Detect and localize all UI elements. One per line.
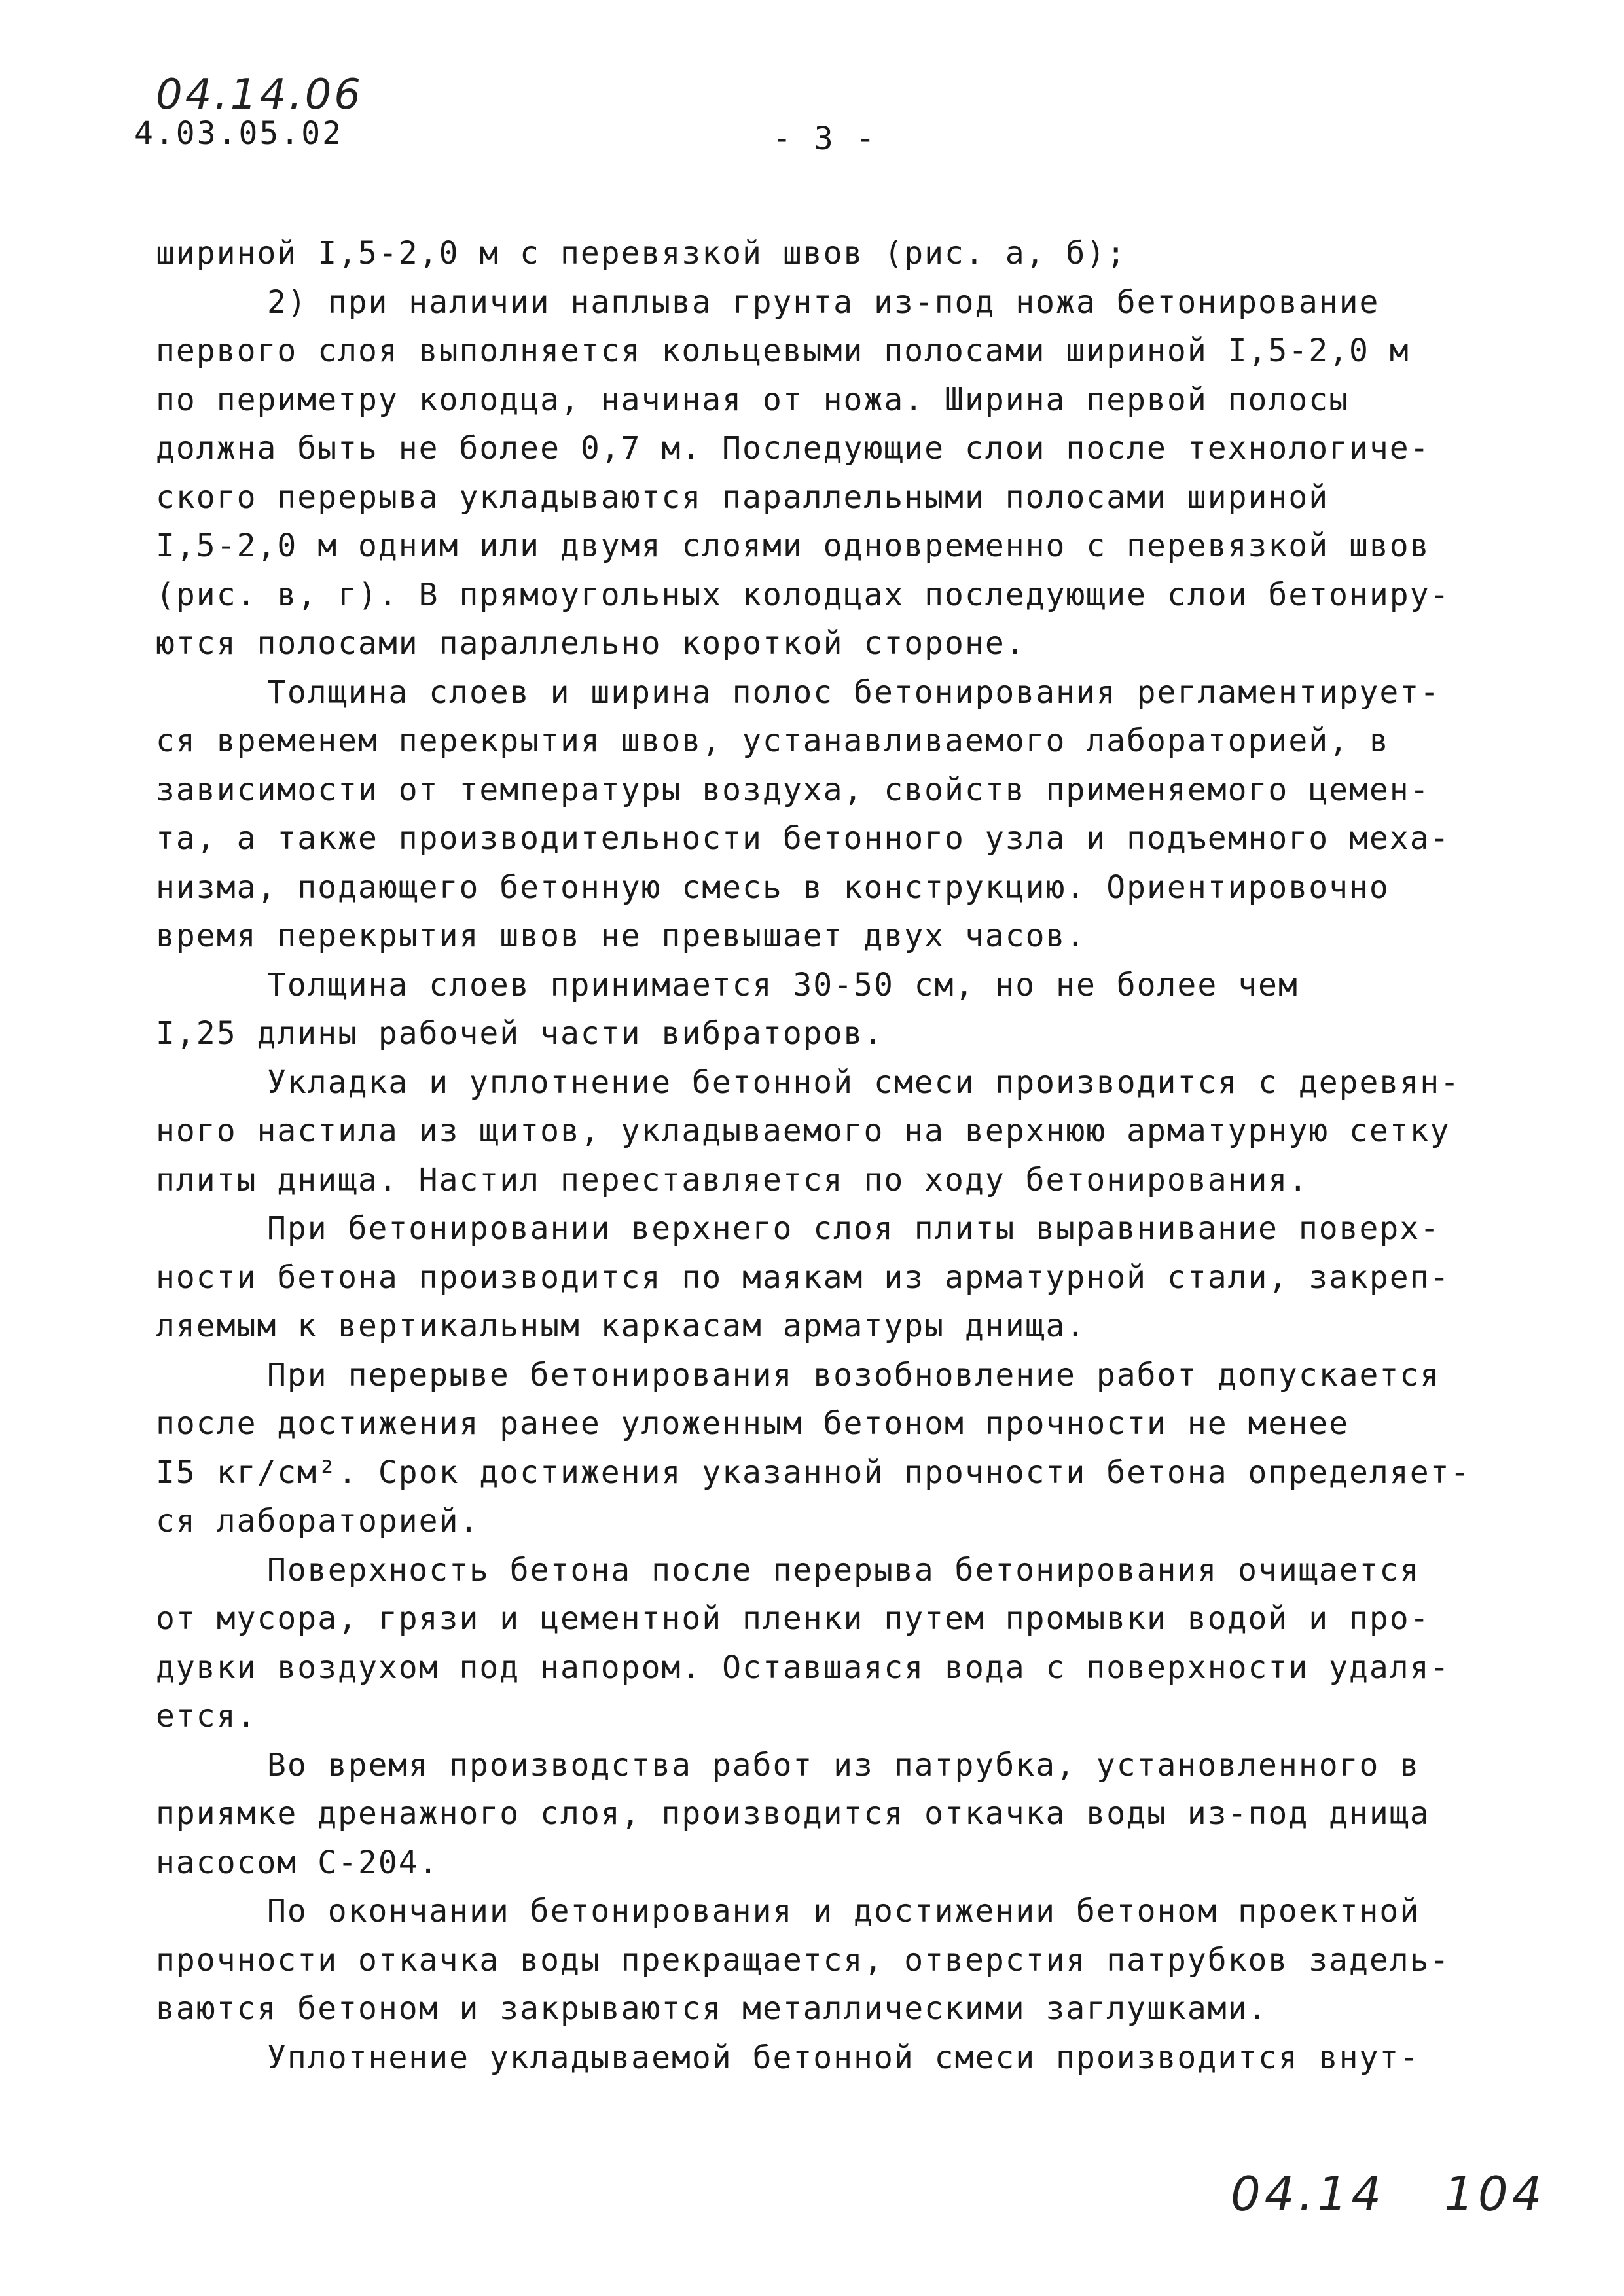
handwritten-sheet-code: 04.14 [1231, 2166, 1386, 2221]
text-line: после достижения ранее уложенным бетоном прочности не менее [156, 1405, 1350, 1442]
text-line: ся лабораторией. [156, 1503, 480, 1539]
text-line: первого слоя выполняется кольцевыми полосами шириной I,5-2,0 м [156, 332, 1410, 369]
text-line: низма, подающего бетонную смесь в конструкцию. Ориентировочно [156, 869, 1390, 906]
page-number: - 3 - [772, 120, 877, 157]
text-line: дувки воздухом под напором. Оставшаяся вода с поверхности удаля- [156, 1649, 1451, 1686]
text-line: Во время производства работ из патрубка, установленного в [267, 1746, 1420, 1784]
text-line: По окончании бетонирования и достижении бетоном проектной [267, 1893, 1420, 1929]
text-line: время перекрытия швов не превышает двух часов. [156, 918, 1087, 954]
text-line: ваются бетоном и закрываются металлическими заглушками. [156, 1990, 1269, 2027]
text-line: ного настила из щитов, укладываемого на верхнюю арматурную сетку [156, 1113, 1451, 1149]
body-text [156, 229, 1517, 2082]
text-line: от мусора, грязи и цементной пленки путем промывки водой и про- [156, 1600, 1430, 1637]
text-line: 2) при наличии наплыва грунта из-под ножа бетонирование [267, 283, 1380, 321]
text-line: I,25 длины рабочей части вибраторов. [156, 1015, 884, 1052]
text-line: При перерыве бетонирования возобновление работ допускается [267, 1356, 1441, 1393]
text-line: ется. [156, 1698, 257, 1734]
text-line: должна быть не более 0,7 м. Последующие слои после технологиче- [156, 430, 1430, 467]
text-line: прочности откачка воды прекращается, отверстия патрубков задель- [156, 1941, 1451, 1979]
text-line: (рис. в, г). В прямоугольных колодцах последующие слои бетониру- [156, 576, 1451, 613]
handwritten-sheet-number [1231, 2166, 1546, 2221]
text-line: приямке дренажного слоя, производится откачка воды из-под днища [156, 1795, 1430, 1832]
text-line: I,5-2,0 м одним или двумя слоями одновременно с перевязкой швов [156, 528, 1430, 564]
text-line: Толщина слоев принимается 30-50 см, но не более чем [267, 966, 1299, 1003]
text-line: ского перерыва укладываются параллельными полосами шириной [156, 478, 1329, 516]
text-line: Толщина слоев и ширина полос бетонирования регламентирует- [267, 673, 1441, 711]
text-line: та, а также производительности бетонного узла и подъемного меха- [156, 820, 1451, 857]
text-line: плиты днища. Настил переставляется по ходу бетонирования. [156, 1161, 1309, 1198]
text-line: по периметру колодца, начиная от ножа. Ширина первой полосы [156, 381, 1350, 418]
text-line: шириной I,5-2,0 м с перевязкой швов (рис. а, б); [156, 235, 1127, 272]
text-line: ются полосами параллельно короткой стороне. [156, 625, 1026, 662]
text-line: ляемым к вертикальным каркасам арматуры днища. [156, 1308, 1087, 1344]
text-line: Укладка и уплотнение бетонной смеси производится с деревян- [267, 1064, 1461, 1101]
document-code: 4.03.05.02 [134, 115, 343, 152]
text-line: ности бетона производится по маякам из арматурной стали, закреп- [156, 1259, 1451, 1296]
text-line: ся временем перекрытия швов, устанавливаемого лабораторией, в [156, 723, 1390, 759]
text-line: Уплотнение укладываемой бетонной смеси производится внут- [267, 2039, 1420, 2076]
text-line: При бетонировании верхнего слоя плиты выравнивание поверх- [267, 1210, 1441, 1247]
handwritten-document-code: 04.14.06 [156, 71, 363, 119]
text-line: Поверхность бетона после перерыва бетонирования очищается [267, 1551, 1420, 1588]
text-line: I5 кг/см². Срок достижения указанной прочности бетона определяет- [156, 1454, 1471, 1491]
handwritten-sheet-page: 104 [1444, 2166, 1546, 2221]
text-line: зависимости от температуры воздуха, свойств применяемого цемен- [156, 771, 1430, 808]
text-line: насосом С-204. [156, 1844, 439, 1881]
